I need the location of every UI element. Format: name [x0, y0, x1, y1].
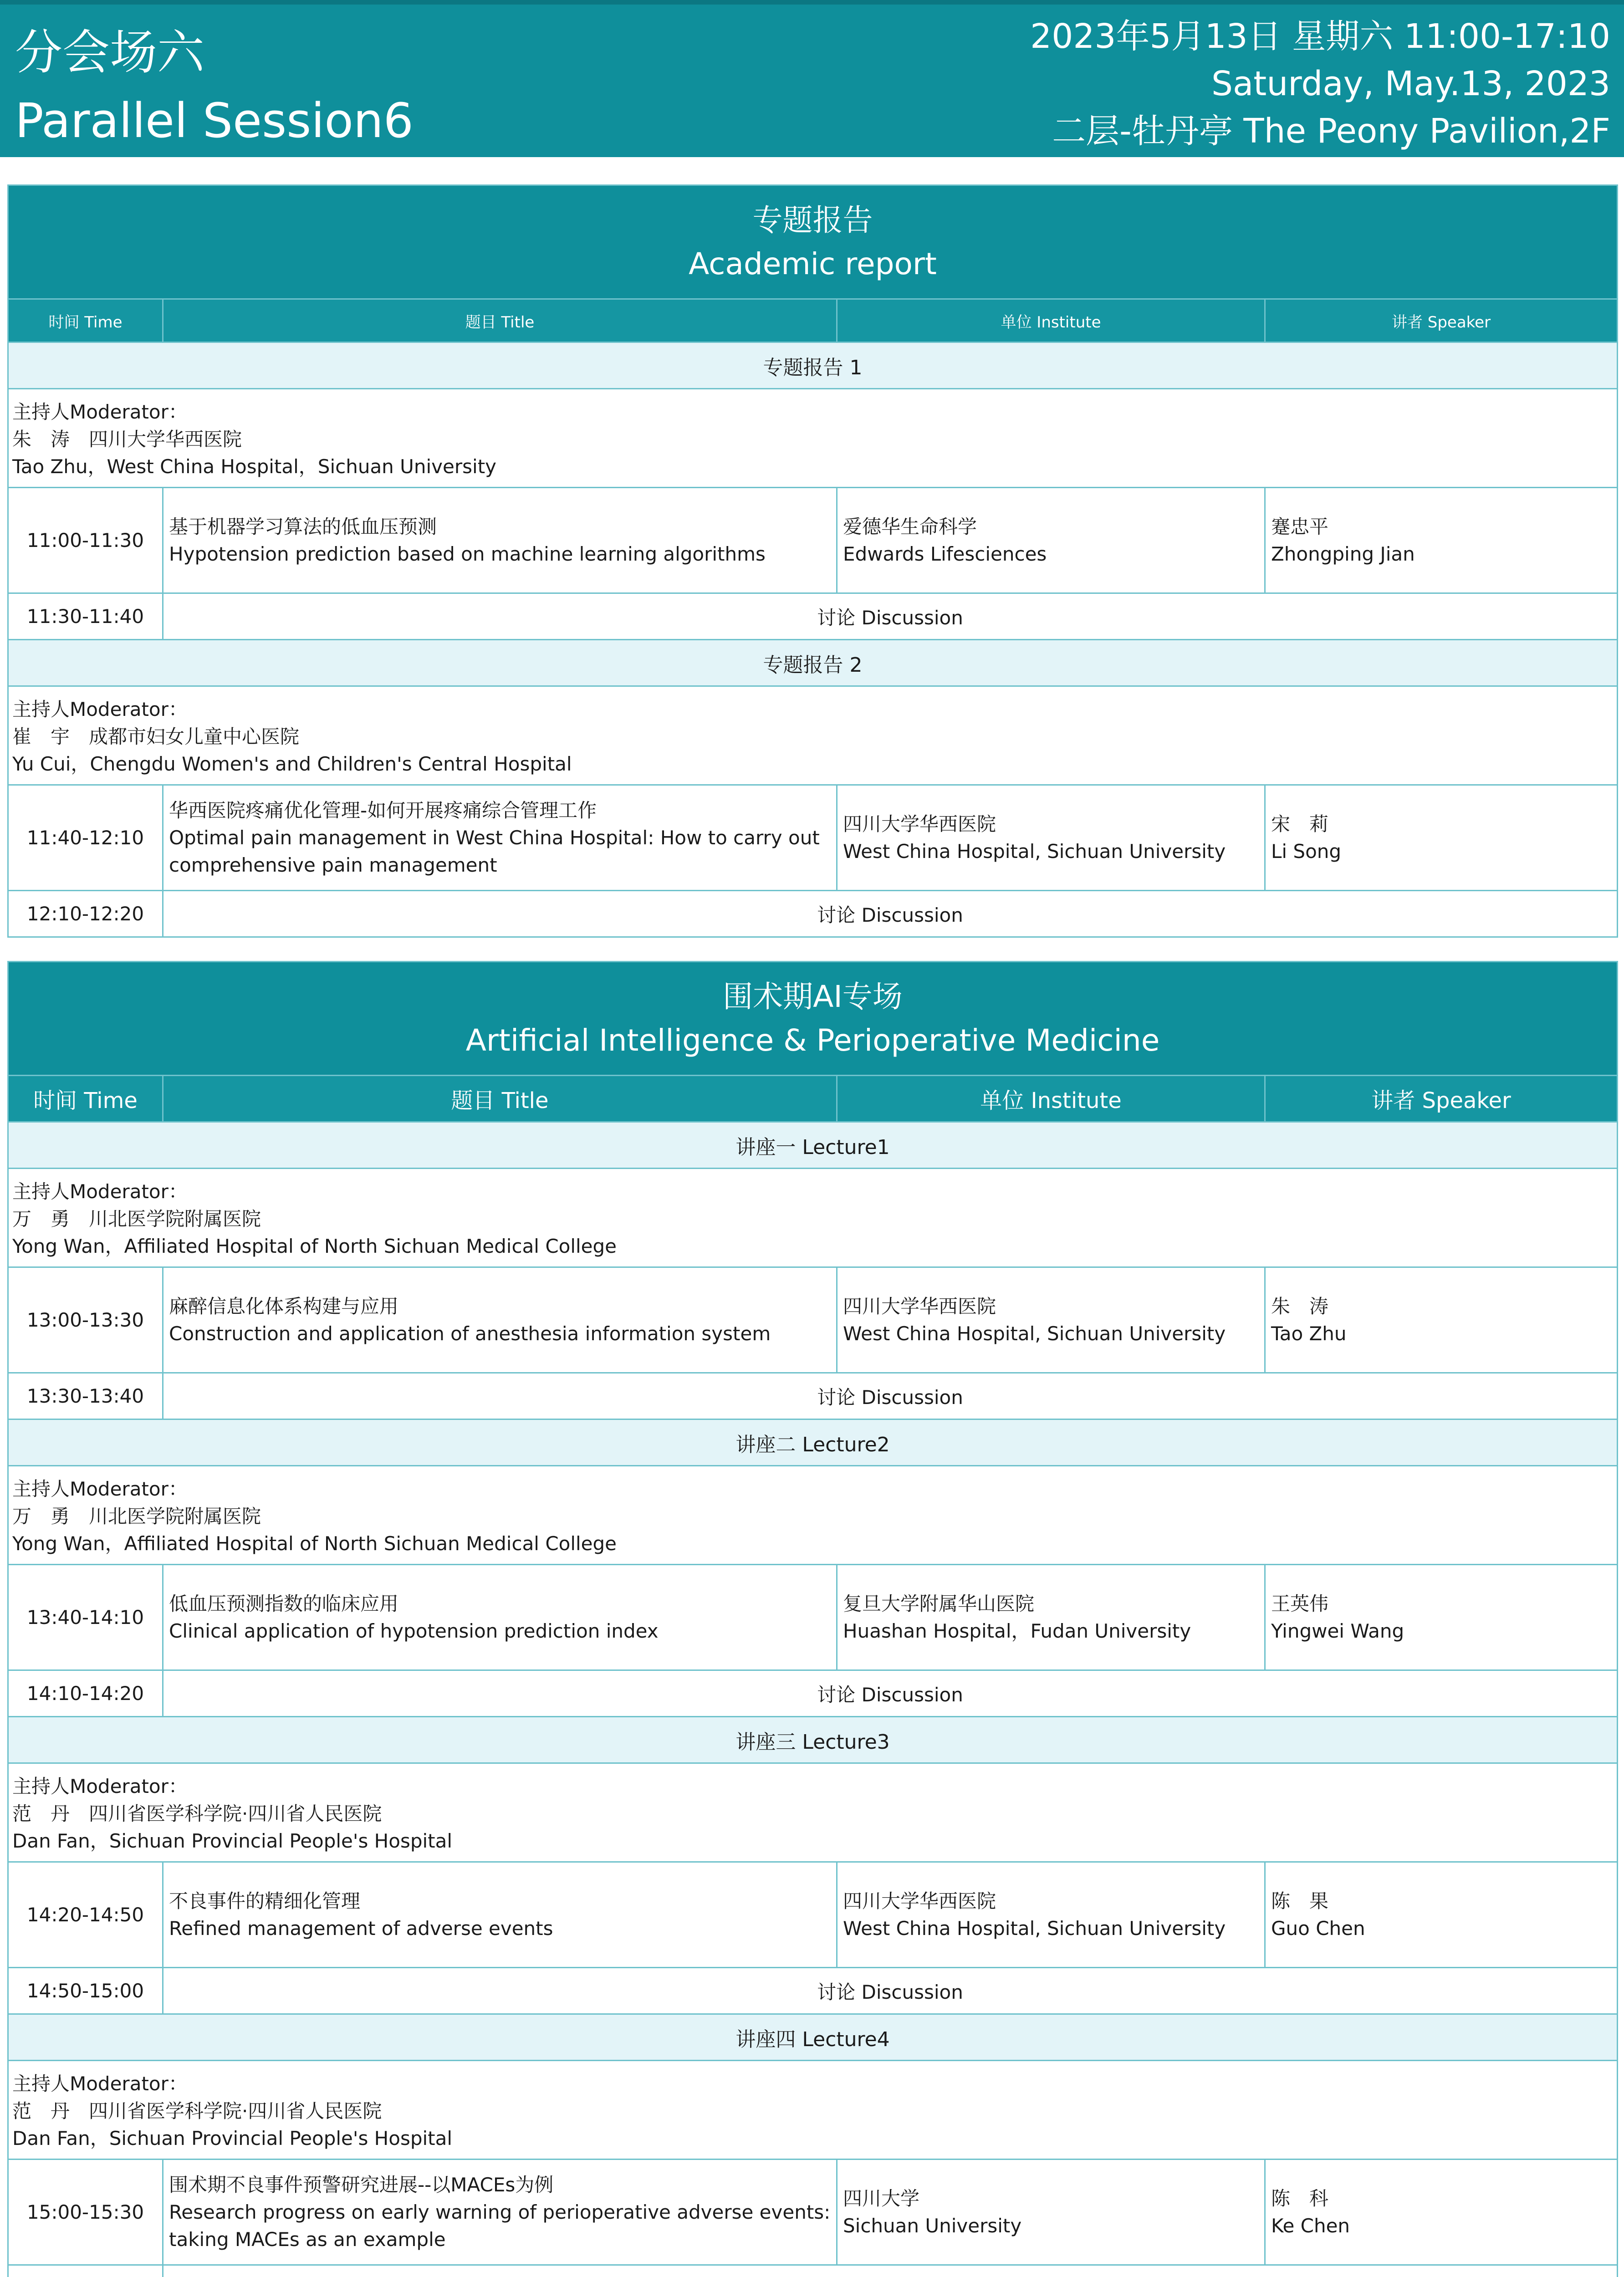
moderator-cell — [8, 1466, 1618, 1565]
talk-speaker-line: Ke Chen — [1271, 2214, 1350, 2237]
talk-title-cell — [163, 1565, 837, 1670]
moderator-row — [8, 1169, 1618, 1267]
talk-speaker-line: Tao Zhu — [1271, 1322, 1347, 1345]
discussion-label: 讨论 Discussion — [163, 1373, 1618, 1419]
title-column-header: 题目 Title — [163, 1076, 837, 1122]
moderator-line: 主持人Moderator： — [12, 698, 188, 720]
talk-title-line: 围术期不良事件预警研究进展--以MACEs为例 — [169, 2173, 554, 2196]
moderator-row — [8, 1763, 1618, 1862]
talk-institute-line: 复旦大学附属华山医院 — [843, 1592, 1035, 1615]
discussion-row — [8, 593, 1618, 640]
section-title — [8, 185, 1618, 299]
session-title-en: Parallel Session6 — [15, 93, 414, 148]
column-header-row — [8, 299, 1618, 342]
discussion-row — [8, 1968, 1618, 2014]
talk-time: 13:00-13:30 — [8, 1267, 163, 1373]
section-title-row — [8, 185, 1618, 299]
moderator-line: 主持人Moderator： — [12, 1775, 188, 1797]
section-title-cn: 围术期AI专场 — [723, 979, 903, 1014]
moderator-line: 主持人Moderator： — [12, 1180, 188, 1203]
talk-speaker-line: Li Song — [1271, 840, 1342, 863]
talk-speaker-line: 陈 科 — [1271, 2187, 1329, 2210]
lecture-subheader-row — [8, 1122, 1618, 1169]
talk-speaker-cell — [1265, 1565, 1618, 1670]
lecture-subheader: 专题报告 1 — [8, 342, 1618, 389]
section-title-row — [8, 962, 1618, 1076]
lecture-subheader: 专题报告 2 — [8, 640, 1618, 686]
talk-title-line: 基于机器学习算法的低血压预测 — [169, 515, 437, 538]
talk-institute-line: Sichuan University — [843, 2214, 1022, 2237]
header-top-line — [0, 0, 1624, 5]
lecture-subheader: 讲座一 Lecture1 — [8, 1122, 1618, 1169]
row-time: 13:30-13:40 — [8, 1373, 163, 1419]
talk-title-line: 麻醉信息化体系构建与应用 — [169, 1295, 399, 1317]
discussion-label: 讨论 Discussion — [163, 593, 1618, 640]
discussion-row — [8, 1373, 1618, 1419]
session-date-cn: 2023年5月13日 星期六 11:00-17:10 — [1030, 17, 1610, 56]
talk-title-line: Clinical application of hypotension prediction index — [169, 1619, 659, 1642]
moderator-line: Yong Wan，Affiliated Hospital of North Sichuan Medical College — [12, 1235, 617, 1257]
talk-time: 11:00-11:30 — [8, 488, 163, 593]
talk-speaker-line: 蹇忠平 — [1271, 515, 1329, 538]
talk-title-line: Research progress on early warning of perioperative adverse events: taking MACEs as an example — [169, 2200, 831, 2251]
talk-institute-cell — [837, 488, 1265, 593]
lecture-subheader: 讲座三 Lecture3 — [8, 1717, 1618, 1763]
moderator-cell — [8, 2061, 1618, 2160]
talk-speaker-cell — [1265, 488, 1618, 593]
talk-row — [8, 488, 1618, 593]
talk-speaker-line: Yingwei Wang — [1271, 1619, 1404, 1642]
talk-time: 13:40-14:10 — [8, 1565, 163, 1670]
session-venue: 二层-牡丹亭 The Peony Pavilion,2F — [1052, 112, 1610, 151]
moderator-row — [8, 389, 1618, 488]
talk-institute-line: West China Hospital, Sichuan University — [843, 1322, 1226, 1345]
moderator-line: 范 丹 四川省医学科学院·四川省人民医院 — [12, 1802, 382, 1825]
discussion-label: 讨论 Discussion — [163, 1968, 1618, 2014]
talk-institute-line: Huashan Hospital，Fudan University — [843, 1619, 1191, 1642]
talk-speaker-cell — [1265, 785, 1618, 891]
lecture-subheader-row — [8, 1717, 1618, 1763]
talk-speaker-line: 陈 果 — [1271, 1889, 1329, 1912]
lecture-subheader-row — [8, 2014, 1618, 2061]
section-title-cn: 专题报告 — [752, 202, 873, 238]
talk-speaker-line: 王英伟 — [1271, 1592, 1329, 1615]
moderator-cell — [8, 1169, 1618, 1267]
moderator-line: 主持人Moderator： — [12, 2073, 188, 2095]
session-date-en: Saturday, May.13, 2023 — [1211, 64, 1610, 103]
talk-speaker-line: 宋 莉 — [1271, 812, 1329, 835]
moderator-cell — [8, 389, 1618, 488]
talk-institute-cell — [837, 1862, 1265, 1968]
talk-time: 15:00-15:30 — [8, 2160, 163, 2265]
column-header-row — [8, 1076, 1618, 1122]
discussion-label: 讨论 Discussion — [163, 891, 1618, 937]
time-column-header: 时间 Time — [8, 299, 163, 342]
moderator-line: 崔 宇 成都市妇女儿童中心医院 — [12, 725, 300, 748]
talk-speaker-cell — [1265, 1862, 1618, 1968]
talk-speaker-cell — [1265, 1267, 1618, 1373]
session-title-cn: 分会场六 — [15, 25, 205, 80]
moderator-line: Dan Fan，Sichuan Provincial People's Hospital — [12, 1830, 453, 1852]
talk-title-line: Refined management of adverse events — [169, 1917, 553, 1940]
moderator-row — [8, 686, 1618, 785]
talk-title-cell — [163, 1862, 837, 1968]
speaker-column-header: 讲者 Speaker — [1265, 1076, 1618, 1122]
moderator-line: 万 勇 川北医学院附属医院 — [12, 1505, 261, 1527]
moderator-line: 主持人Moderator： — [12, 1478, 188, 1500]
talk-institute-line: Edwards Lifesciences — [843, 542, 1047, 565]
talk-title-cell — [163, 785, 837, 891]
talk-institute-line: 四川大学华西医院 — [843, 812, 996, 835]
section-title-en: Artificial Intelligence & Perioperative Medicine — [465, 1022, 1160, 1058]
moderator-line: 范 丹 四川省医学科学院·四川省人民医院 — [12, 2100, 382, 2122]
time-column-header: 时间 Time — [8, 1076, 163, 1122]
talk-row — [8, 1267, 1618, 1373]
talk-institute-line: 四川大学华西医院 — [843, 1295, 996, 1317]
talk-row — [8, 785, 1618, 891]
talk-title-line: Optimal pain management in West China Hospital: How to carry out comprehensive pain management — [169, 826, 820, 876]
talk-institute-line: West China Hospital, Sichuan University — [843, 1917, 1226, 1940]
talk-speaker-cell — [1265, 2160, 1618, 2265]
moderator-cell — [8, 686, 1618, 785]
talk-title-line: 华西医院疼痛优化管理-如何开展疼痛综合管理工作 — [169, 799, 597, 822]
lecture-subheader: 讲座四 Lecture4 — [8, 2014, 1618, 2061]
talk-speaker-line: 朱 涛 — [1271, 1295, 1329, 1317]
talk-title-cell — [163, 2160, 837, 2265]
moderator-line: Yong Wan，Affiliated Hospital of North Sichuan Medical College — [12, 1532, 617, 1555]
moderator-cell — [8, 1763, 1618, 1862]
talk-institute-line: 爱德华生命科学 — [843, 515, 977, 538]
speaker-column-header: 讲者 Speaker — [1265, 299, 1618, 342]
row-time: 12:10-12:20 — [8, 891, 163, 937]
talk-institute-cell — [837, 1565, 1265, 1670]
title-column-header: 题目 Title — [163, 299, 837, 342]
talk-speaker-line: Guo Chen — [1271, 1917, 1365, 1940]
ai-perioperative-table — [7, 961, 1618, 2277]
talk-speaker-line: Zhongping Jian — [1271, 542, 1415, 565]
lecture-subheader-row — [8, 342, 1618, 389]
session-header — [0, 0, 1624, 157]
discussion-label: 讨论 Discussion — [163, 1670, 1618, 1717]
row-time: 14:10-14:20 — [8, 1670, 163, 1717]
moderator-line: 主持人Moderator： — [12, 401, 188, 423]
institute-column-header: 单位 Institute — [837, 1076, 1265, 1122]
lecture-subheader: 讲座二 Lecture2 — [8, 1419, 1618, 1466]
talk-title-line: Construction and application of anesthesia information system — [169, 1322, 771, 1345]
talk-institute-line: 四川大学华西医院 — [843, 1889, 996, 1912]
moderator-line: Tao Zhu，West China Hospital，Sichuan University — [12, 455, 497, 478]
row-time: 14:50-15:00 — [8, 1968, 163, 2014]
lecture-subheader-row — [8, 640, 1618, 686]
talk-row — [8, 1565, 1618, 1670]
talk-institute-line: 四川大学 — [843, 2187, 920, 2210]
moderator-line: 朱 涛 四川大学华西医院 — [12, 428, 242, 450]
talk-institute-cell — [837, 785, 1265, 891]
moderator-line: Dan Fan，Sichuan Provincial People's Hospital — [12, 2127, 453, 2149]
talk-title-line: Hypotension prediction based on machine learning algorithms — [169, 542, 766, 565]
session-info — [1030, 13, 1610, 155]
section-title-en: Academic report — [689, 246, 937, 281]
talk-time: 11:40-12:10 — [8, 785, 163, 891]
talk-time: 14:20-14:50 — [8, 1862, 163, 1968]
moderator-line: 万 勇 川北医学院附属医院 — [12, 1208, 261, 1230]
moderator-row — [8, 1466, 1618, 1565]
talk-title-line: 不良事件的精细化管理 — [169, 1889, 361, 1912]
header-separator — [0, 157, 1624, 184]
session-title — [15, 18, 414, 155]
section-title — [8, 962, 1618, 1076]
row-time — [8, 2265, 163, 2277]
talk-row — [8, 1862, 1618, 1968]
talk-institute-line: West China Hospital, Sichuan University — [843, 840, 1226, 863]
lecture-subheader-row — [8, 1419, 1618, 1466]
institute-column-header: 单位 Institute — [837, 299, 1265, 342]
moderator-row — [8, 2061, 1618, 2160]
discussion-label — [163, 2265, 1618, 2277]
talk-title-cell — [163, 1267, 837, 1373]
talk-institute-cell — [837, 1267, 1265, 1373]
row-time: 11:30-11:40 — [8, 593, 163, 640]
moderator-line: Yu Cui，Chengdu Women's and Children's Central Hospital — [12, 753, 572, 775]
talk-row — [8, 2160, 1618, 2265]
discussion-row — [8, 891, 1618, 937]
talk-title-cell — [163, 488, 837, 593]
discussion-row — [8, 2265, 1618, 2277]
talk-title-line: 低血压预测指数的临床应用 — [169, 1592, 399, 1615]
discussion-row — [8, 1670, 1618, 1717]
academic-report-table — [7, 184, 1618, 938]
talk-institute-cell — [837, 2160, 1265, 2265]
